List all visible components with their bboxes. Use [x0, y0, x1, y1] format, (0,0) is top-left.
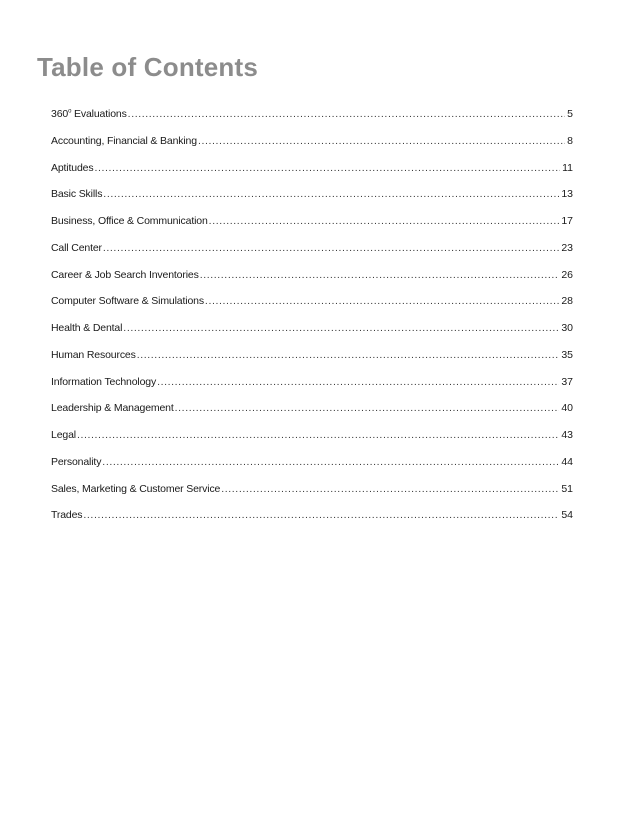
dot-leader	[205, 295, 559, 307]
toc-page-number: 37	[561, 375, 573, 388]
dot-leader	[198, 135, 565, 147]
dot-leader	[94, 162, 560, 174]
page-title: Table of Contents	[37, 52, 259, 82]
toc-page-number: 30	[561, 322, 573, 334]
toc-page-number: 28	[561, 295, 573, 308]
toc-page-number: 8	[567, 134, 573, 147]
toc-page-number: 40	[561, 402, 573, 415]
toc-entry-information-technology[interactable]	[51, 376, 573, 403]
dot-leader	[221, 483, 559, 495]
toc-entry-accounting-financial-banking[interactable]	[51, 135, 573, 162]
toc-page-number: 23	[561, 241, 573, 254]
toc-entry-label: Human Resources	[51, 348, 136, 361]
toc-page-number: 43	[561, 429, 573, 441]
toc-page-number: 17	[561, 215, 573, 227]
dot-leader	[102, 456, 559, 468]
toc-entry-human-resources[interactable]	[51, 349, 573, 376]
table-of-contents	[51, 108, 573, 536]
toc-entry-label: Call Center	[51, 241, 102, 254]
toc-entry-personality[interactable]	[51, 456, 573, 483]
toc-entry-label: Legal	[51, 429, 76, 441]
dot-leader	[209, 215, 560, 227]
toc-entry-360-evaluations[interactable]	[51, 108, 573, 135]
toc-page-number: 5	[567, 108, 573, 120]
toc-entry-label: Aptitudes	[51, 161, 94, 174]
toc-page-number: 13	[561, 188, 573, 201]
toc-entry-label: Trades	[51, 509, 83, 522]
toc-entry-label: Career & Job Search Inventories	[51, 268, 199, 281]
toc-entry-leadership-management[interactable]	[51, 402, 573, 429]
toc-entry-health-dental[interactable]	[51, 322, 573, 349]
toc-page-number: 54	[561, 509, 573, 522]
toc-entry-label: 360$^o$ Evaluations	[51, 108, 127, 120]
toc-page-number: 51	[561, 482, 573, 495]
toc-entry-label: Business, Office & Communication	[51, 215, 208, 227]
dot-leader	[103, 188, 559, 200]
toc-entry-legal[interactable]	[51, 429, 573, 456]
toc-entry-career-job-search-inventories[interactable]	[51, 269, 573, 296]
dot-leader	[77, 429, 559, 441]
toc-entry-label: Health & Dental	[51, 322, 123, 334]
toc-entry-label: Sales, Marketing & Customer Service	[51, 482, 221, 495]
dot-leader	[200, 269, 560, 281]
dot-leader	[175, 402, 560, 414]
toc-entry-label: Personality	[51, 455, 102, 468]
toc-entry-business-office-communication[interactable]	[51, 215, 573, 242]
toc-entry-call-center[interactable]	[51, 242, 573, 269]
toc-page-number: 35	[561, 348, 573, 361]
toc-entry-label: Computer Software & Simulations	[51, 295, 204, 308]
toc-page-number: 26	[561, 268, 573, 281]
dot-leader	[128, 108, 565, 120]
dot-leader	[83, 509, 559, 521]
dot-leader	[157, 376, 559, 388]
toc-entry-label: Basic Skills	[51, 188, 103, 201]
toc-page-number: 44	[561, 455, 573, 468]
toc-entry-trades[interactable]	[51, 509, 573, 536]
toc-entry-basic-skills[interactable]	[51, 188, 573, 215]
toc-entry-label: Leadership & Management	[51, 402, 174, 415]
dot-leader	[123, 322, 559, 334]
toc-entry-label: Information Technology	[51, 375, 157, 388]
toc-entry-computer-software-simulations[interactable]	[51, 295, 573, 322]
toc-page-number: 11	[562, 161, 573, 174]
toc-entry-sales-marketing-customer-service[interactable]	[51, 483, 573, 510]
toc-entry-aptitudes[interactable]	[51, 162, 573, 189]
dot-leader	[137, 349, 560, 361]
toc-entry-label: Accounting, Financial & Banking	[51, 134, 197, 147]
dot-leader	[103, 242, 559, 254]
degree-superscript: o	[68, 108, 72, 115]
